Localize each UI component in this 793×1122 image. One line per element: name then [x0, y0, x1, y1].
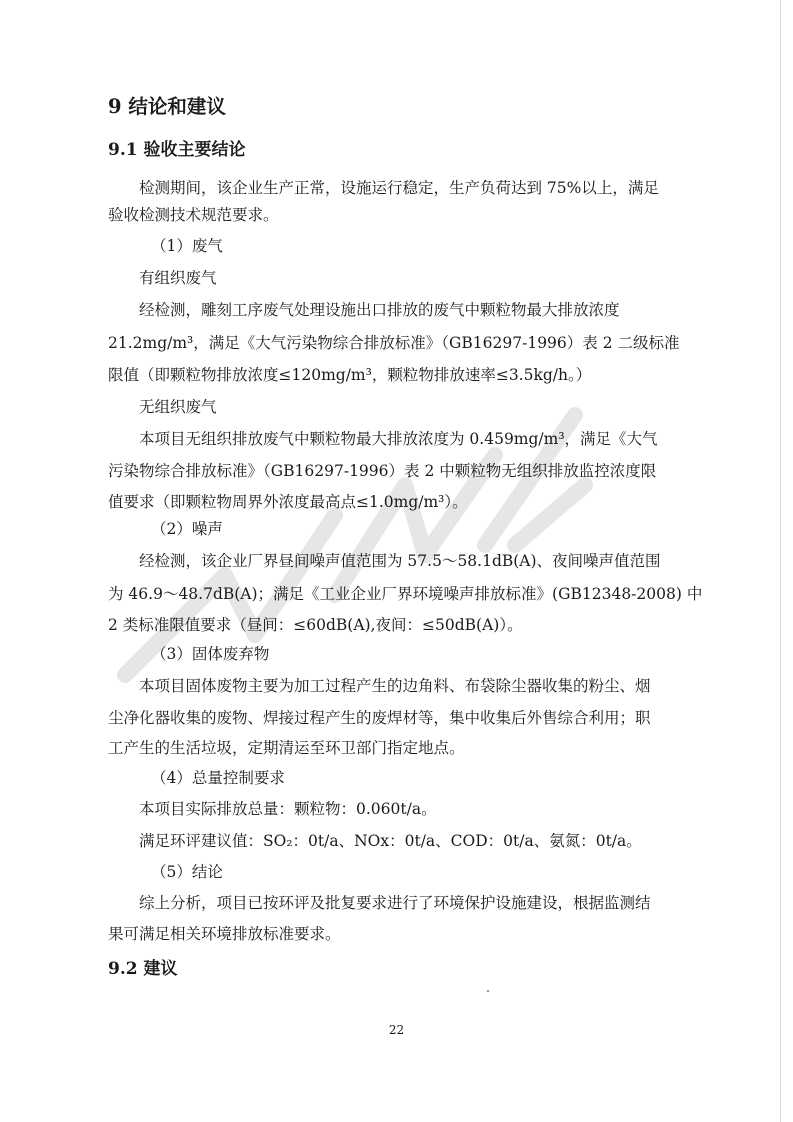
unorganized-gas-line-1: 本项目无组织排放废气中颗粒物最大排放浓度为 0.459mg/m³，满足《大气 — [139, 430, 658, 448]
scan-edge-line — [780, 0, 781, 1122]
subsection-heading-9-2: 9.2 建议 — [108, 959, 178, 979]
noise-title: （2）噪声 — [151, 520, 223, 538]
noise-line-1: 经检测，该企业厂界昼间噪声值范围为 57.5～58.1dB(A)、夜间噪声值范围 — [139, 552, 661, 570]
page-number: 22 — [388, 1023, 405, 1037]
intro-line-1: 检测期间，该企业生产正常，设施运行稳定，生产负荷达到 75%以上，满足 — [139, 179, 659, 197]
solid-waste-line-1: 本项目固体废物主要为加工过程产生的边角料、布袋除尘器收集的粉尘、烟 — [139, 677, 651, 695]
organized-gas-line-3: 限值（即颗粒物排放浓度≤120mg/m³，颗粒物排放速率≤3.5kg/h。） — [108, 366, 592, 384]
conclusion-title: （5）结论 — [151, 863, 223, 881]
unorganized-gas-title: 无组织废气 — [139, 398, 217, 416]
total-control-title: （4）总量控制要求 — [151, 769, 285, 787]
organized-gas-line-2: 21.2mg/m³，满足《大气污染物综合排放标准》（GB16297-1996）表 2 二级标准 — [108, 334, 680, 352]
organized-gas-line-1: 经检测，雕刻工序废气处理设施出口排放的废气中颗粒物最大排放浓度 — [139, 301, 620, 319]
subsection-heading-9-1: 9.1 验收主要结论 — [108, 140, 246, 160]
organized-gas-title: 有组织废气 — [139, 269, 217, 287]
intro-line-2: 验收检测技术规范要求。 — [108, 206, 279, 224]
conclusion-line-2: 果可满足相关环境排放标准要求。 — [108, 925, 341, 943]
solid-waste-title: （3）固体废弃物 — [151, 645, 270, 663]
unorganized-gas-line-3: 值要求（即颗粒物周界外浓度最高点≤1.0mg/m³）。 — [108, 493, 468, 511]
scan-speck — [487, 990, 489, 992]
waste-gas-title: （1）废气 — [151, 237, 223, 255]
noise-line-3: 2 类标准限值要求（昼间：≤60dB(A),夜间：≤50dB(A)）。 — [108, 616, 523, 634]
solid-waste-line-2: 尘净化器收集的废物、焊接过程产生的废焊材等，集中收集后外售综合利用；职 — [108, 709, 651, 727]
noise-line-2: 为 46.9～48.7dB(A)；满足《工业企业厂界环境噪声排放标准》(GB12348-2008) 中 — [108, 585, 703, 603]
solid-waste-line-3: 工产生的生活垃圾，定期清运至环卫部门指定地点。 — [108, 739, 465, 757]
total-control-line-1: 本项目实际排放总量：颗粒物：0.060t/a。 — [139, 800, 437, 818]
conclusion-line-1: 综上分析，项目已按环评及批复要求进行了环境保护设施建设，根据监测结 — [139, 894, 651, 912]
section-heading: 9 结论和建议 — [108, 95, 226, 118]
unorganized-gas-line-2: 污染物综合排放标准》（GB16297-1996）表 2 中颗粒物无组织排放监控浓度限 — [108, 462, 657, 480]
total-control-line-2: 满足环评建议值：SO₂：0t/a、NOx：0t/a、COD：0t/a、氨氮：0t/a。 — [139, 832, 642, 850]
